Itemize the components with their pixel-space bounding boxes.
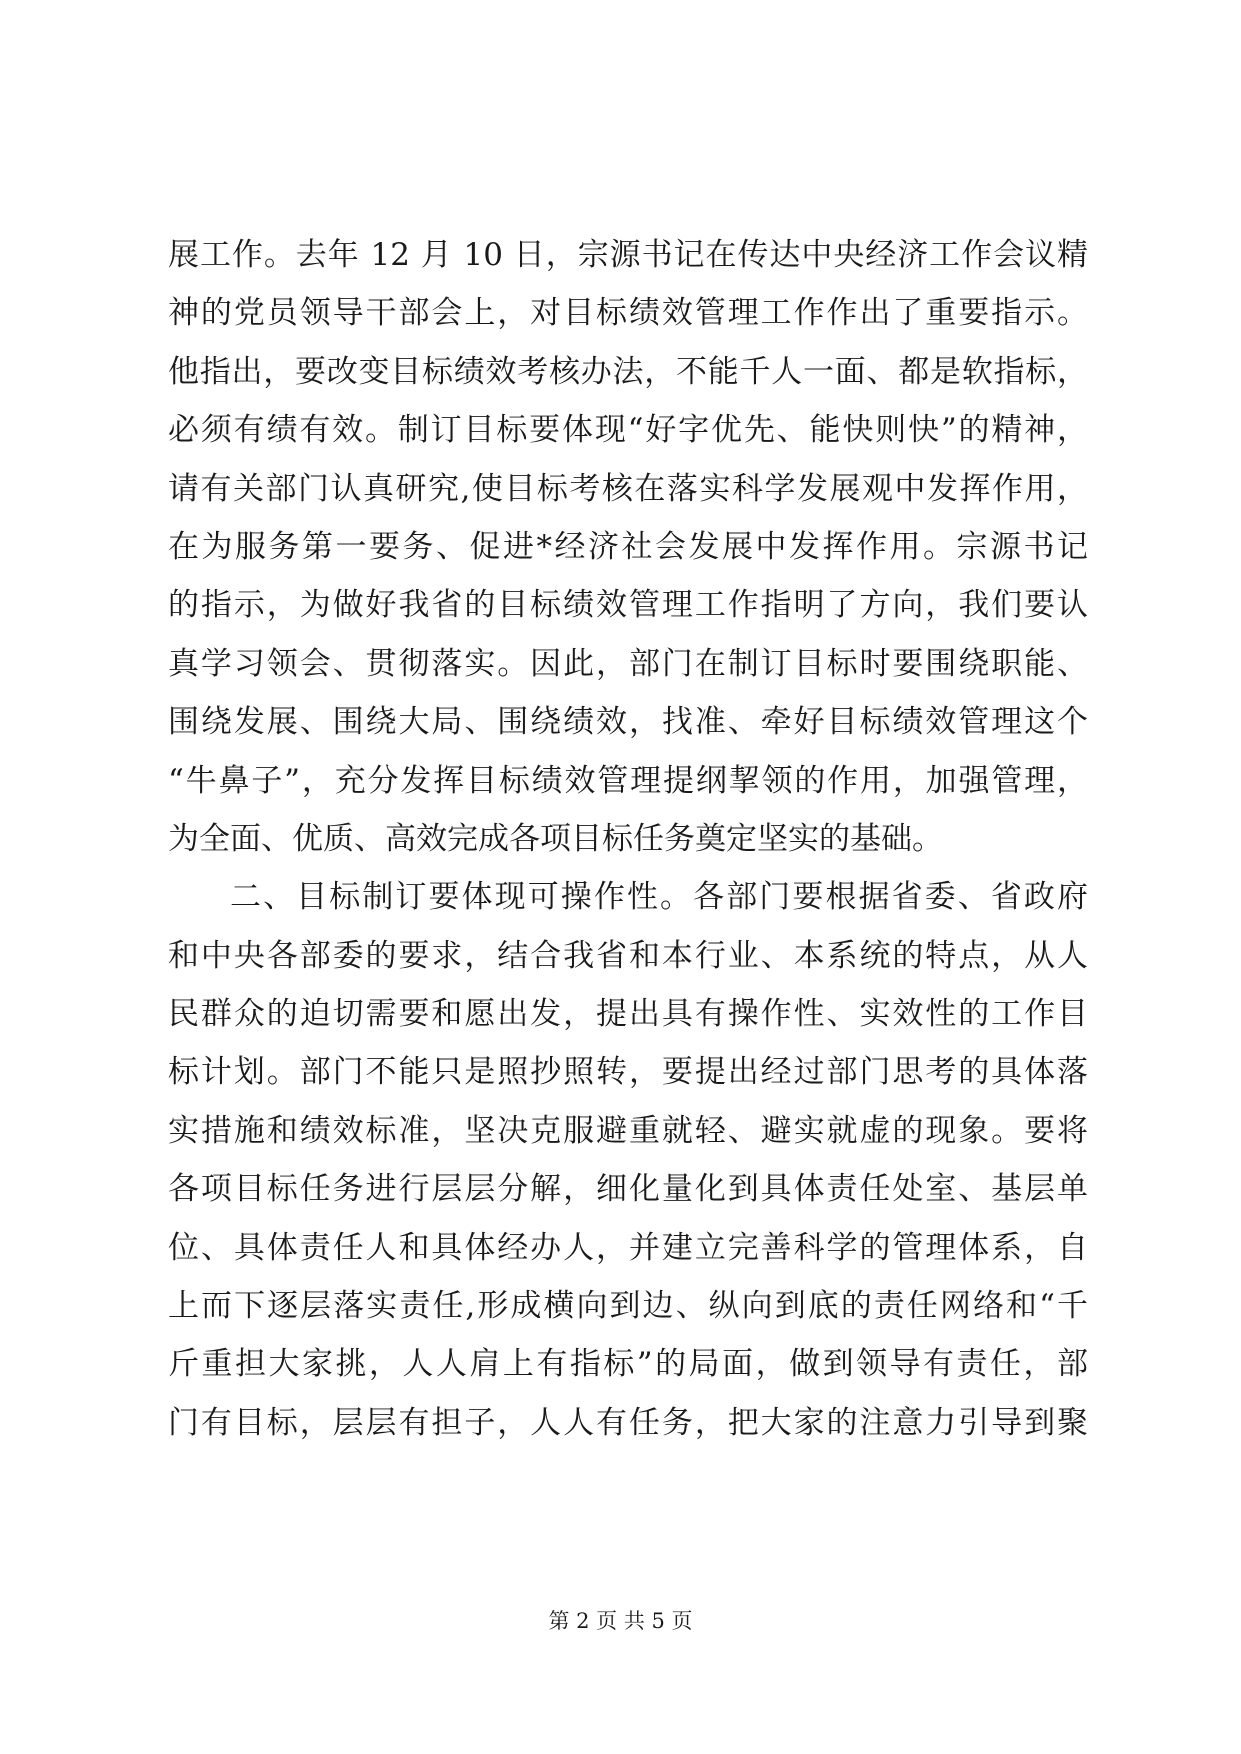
text-line: 门有目标，层层有担子，人人有任务，把大家的注意力引导到聚 bbox=[168, 1404, 1088, 1441]
text-line: “牛鼻子”，充分发挥目标绩效管理提纲挈领的作用，加强管理， bbox=[168, 762, 1088, 799]
text-line: 位、具体责任人和具体经办人，并建立完善科学的管理体系，自 bbox=[168, 1229, 1088, 1266]
text-line: 必须有绩有效。制订目标要体现“好字优先、能快则快”的精神， bbox=[168, 412, 1088, 449]
text-line: 各项目标任务进行层层分解，细化量化到具体责任处室、基层单 bbox=[168, 1171, 1088, 1208]
text-line: 为全面、优质、高效完成各项目标任务奠定坚实的基础。 bbox=[168, 820, 943, 857]
text-line: 展工作。去年 12 月 10 日，宗源书记在传达中央经济工作会议精 bbox=[168, 237, 1088, 273]
text-line: 实措施和绩效标准，坚决克服避重就轻、避实就虚的现象。要将 bbox=[168, 1112, 1088, 1149]
text-line: 真学习领会、贯彻落实。因此，部门在制订目标时要围绕职能、 bbox=[168, 645, 1088, 682]
text-line: 和中央各部委的要求，结合我省和本行业、本系统的特点，从人 bbox=[168, 937, 1088, 974]
text-line: 民群众的迫切需要和愿出发，提出具有操作性、实效性的工作目 bbox=[168, 996, 1088, 1033]
text-line: 的指示，为做好我省的目标绩效管理工作指明了方向，我们要认 bbox=[168, 587, 1088, 624]
text-line: 标计划。部门不能只是照抄照转，要提出经过部门思考的具体落 bbox=[168, 1054, 1088, 1091]
text-line: 他指出，要改变目标绩效考核办法，不能千人一面、都是软指标， bbox=[168, 353, 1088, 390]
text-line: 请有关部门认真研究,使目标考核在落实科学发展观中发挥作用， bbox=[168, 470, 1088, 507]
text-line: 神的党员领导干部会上，对目标绩效管理工作作出了重要指示。 bbox=[168, 295, 1088, 332]
section-heading-line: 二、目标制订要体现可操作性。各部门要根据省委、省政府 bbox=[230, 879, 1088, 916]
text-line: 上而下逐层落实责任,形成横向到边、纵向到底的责任网络和“千 bbox=[168, 1288, 1088, 1325]
document-body bbox=[168, 226, 1088, 1452]
page-number-footer: 第 2 页 共 5 页 bbox=[548, 1609, 693, 1633]
text-line: 在为服务第一要务、促进*经济社会发展中发挥作用。宗源书记 bbox=[168, 528, 1088, 565]
text-line: 围绕发展、围绕大局、围绕绩效，找准、牵好目标绩效管理这个 bbox=[168, 704, 1088, 741]
text-line: 斤重担大家挑，人人肩上有指标”的局面，做到领导有责任，部 bbox=[168, 1346, 1088, 1383]
